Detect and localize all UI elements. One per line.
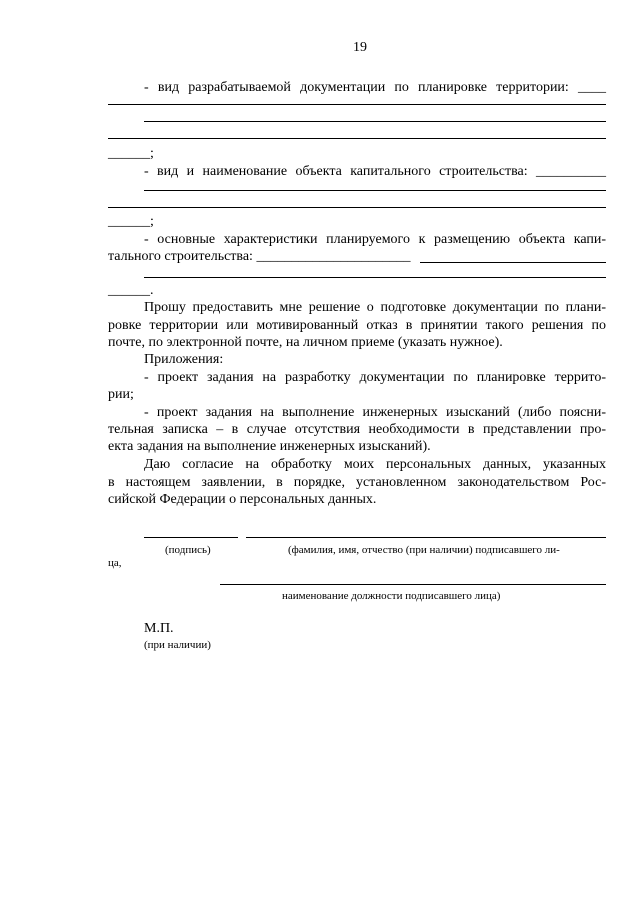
consent-paragraph: в настоящем заявлении, в порядке, установленном законодательством Рос-: [108, 475, 606, 490]
characteristics-line: - основные характеристики планируемого к размещению объекта капи-: [144, 232, 606, 247]
blank-line: [108, 138, 606, 139]
attachment-item: екта задания на выполнение инженерных изысканий).: [108, 439, 431, 454]
position-caption: наименование должности подписавшего лица): [282, 590, 501, 602]
doc-type-line: - вид разрабатываемой документации по планировке территории: ____: [144, 80, 606, 95]
attachments-heading: Приложения:: [144, 352, 224, 367]
blank-line: [144, 121, 606, 122]
attachment-item: тельная записка – в случае отсутствия необходимости в представлении про-: [108, 422, 606, 437]
doc-type-end: ______;: [108, 146, 154, 161]
consent-paragraph: сийской Федерации о персональных данных.: [108, 492, 377, 507]
request-paragraph: почте, по электронной почте, на личном приеме (указать нужное).: [108, 335, 503, 350]
signature-caption: (подпись): [165, 544, 211, 556]
attachment-item: - проект задания на выполнение инженерных изысканий (либо поясни-: [144, 405, 606, 420]
name-line: [246, 537, 606, 538]
position-line: [220, 584, 606, 585]
object-end: ______;: [108, 214, 154, 229]
blank-line: [144, 277, 606, 278]
signature-line: [144, 537, 238, 538]
object-line: - вид и наименование объекта капитального строительства: __________: [144, 164, 606, 179]
blank-line: [108, 207, 606, 208]
characteristics-line: тального строительства: ______________________: [108, 249, 411, 264]
attachment-item: - проект задания на разработку документации по планировке террито-: [144, 370, 606, 385]
blank-line: [108, 104, 606, 105]
request-paragraph: ровке территории или мотивированный отказ в принятии такого решения по: [108, 318, 606, 333]
name-caption: (фамилия, имя, отчество (при наличии) подписавшего ли-: [288, 544, 560, 556]
blank-line: [420, 262, 606, 263]
stamp-label: М.П.: [144, 621, 174, 636]
consent-paragraph: Даю согласие на обработку моих персональных данных, указанных: [144, 457, 606, 472]
blank-line: [144, 190, 606, 191]
stamp-note: (при наличии): [144, 639, 211, 651]
request-paragraph: Прошу предоставить мне решение о подготовке документации по плани-: [144, 300, 606, 315]
characteristics-end: ______.: [108, 283, 154, 298]
name-caption-cont: ца,: [108, 557, 122, 569]
attachment-item: рии;: [108, 387, 134, 402]
page-number: 19: [353, 40, 367, 55]
